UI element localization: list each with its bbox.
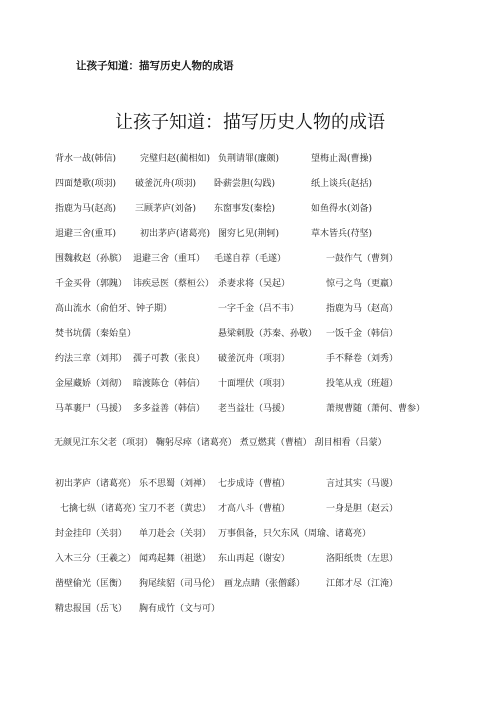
idiom-item: 讳疾忌医（蔡桓公） [133,279,215,289]
idiom-item: 纸上谈兵(赵括) [311,179,373,189]
idiom-item: 指鹿为马（赵高） [326,304,399,314]
idiom-item: 负荆请罪(廉颇) [218,154,280,164]
idiom-item: 背水一战(韩信) [55,154,117,164]
idiom-item: 悬梁刺股（苏秦、孙敬） [218,329,318,339]
idiom-item: 杀妻求将（吴起） [218,279,291,289]
idiom-item: 闻鸡起舞（祖逖） [139,554,212,564]
idiom-item: 金屋藏娇（刘彻） [55,379,128,389]
idiom-row [0,528,500,542]
idiom-item: 三顾茅庐(刘备) [135,204,197,214]
idiom-row [0,378,500,392]
idiom-item: 指鹿为马(赵高) [55,204,117,214]
idiom-item: 胸有成竹（文与可） [139,604,221,614]
idiom-item: 如鱼得水(刘备) [311,204,373,214]
idiom-item: 退避三舍（重耳） [133,254,206,264]
idiom-item: 老当益壮（马援） [218,404,291,414]
idiom-item: 才高八斗（曹植） [218,504,291,514]
idiom-item: 投笔从戎（班超） [326,379,399,389]
idiom-item: 初出茅庐（诸葛亮） [55,479,137,489]
idiom-item: 惊弓之鸟（更羸） [326,279,399,289]
idiom-item: 封金挂印（关羽） [55,529,128,539]
page-header: 让孩子知道：描写历史人物的成语 [76,60,234,72]
idiom-item: 暗渡陈仓（韩信） [133,379,206,389]
idiom-item: 多多益善（韩信） [133,404,206,414]
idiom-wrapped-line: 无颜见江东父老（项羽） 鞠躬尽瘁（诸葛亮） 煮豆燃萁（曹植） 刮目相看（吕蒙） [54,438,387,448]
page-title: 让孩子知道：描写历史人物的成语 [115,112,385,133]
idiom-row [0,178,500,192]
idiom-item: 草木皆兵(苻坚) [311,229,373,239]
idiom-item: 单刀赴会（关羽） [139,529,212,539]
idiom-item: 七步成诗（曹植） [218,479,291,489]
idiom-item: 图穷匕见(荆轲) [218,229,280,239]
idiom-item: 围魏救赵（孙膑） [55,254,128,264]
idiom-item: 初出茅庐(诸葛亮) [140,229,211,239]
idiom-item: 焚书坑儒（秦始皇） [55,329,137,339]
idiom-item: 破釜沉舟（项羽） [218,354,291,364]
idiom-item: 江郎才尽（江淹） [326,579,399,589]
idiom-item: 东山再起（谢安） [218,554,291,564]
idiom-item: 狗尾续貂（司马伦） [139,579,221,589]
idiom-item: 万事俱备，只欠东风（周瑜、诸葛亮） [218,529,372,539]
idiom-item: 宝刀不老（黄忠） [139,504,212,514]
idiom-item: 手不释卷（刘秀） [326,354,399,364]
idiom-row [0,353,500,367]
idiom-row [0,278,500,292]
idiom-item: 言过其实（马谡） [326,479,399,489]
idiom-row [0,228,500,242]
idiom-item: 凿壁偷光（匡衡） [55,579,128,589]
idiom-item: 洛阳纸贵（左思） [326,554,399,564]
idiom-row [0,153,500,167]
idiom-item: 毛遂自荐（毛遂） [214,254,287,264]
idiom-row [0,328,500,342]
idiom-item: 退避三舍(重耳) [55,229,117,239]
idiom-item: 乐不思蜀（刘禅） [139,479,212,489]
idiom-row [0,303,500,317]
idiom-item: 十面埋伏（项羽） [218,379,291,389]
idiom-item: 萧规曹随（萧何、曹参） [326,404,426,414]
idiom-item: 一饭千金（韩信） [326,329,399,339]
idiom-item: 孺子可教（张良） [133,354,206,364]
idiom-item: 一字千金（吕不韦） [218,304,300,314]
idiom-item: 千金买骨（郭隗） [55,279,128,289]
idiom-row [0,253,500,267]
idiom-item: 破釜沉舟(项羽) [135,179,197,189]
idiom-item: 七擒七纵（诸葛亮） [60,504,142,514]
idiom-item: 一鼓作气（曹刿） [326,254,399,264]
idiom-item: 完璧归赵(蔺相如) [140,154,211,164]
idiom-item: 高山流水（俞伯牙、钟子期） [55,304,173,314]
idiom-row [0,553,500,567]
idiom-item: 精忠报国（岳飞） [55,604,128,614]
idiom-row [0,603,500,617]
idiom-row [0,203,500,217]
idiom-row [0,403,500,417]
idiom-item: 约法三章（刘邦） [55,354,128,364]
idiom-row [0,503,500,517]
idiom-item: 东窗事发(秦桧) [214,204,276,214]
idiom-row [0,578,500,592]
idiom-item: 卧薪尝胆(勾践) [214,179,276,189]
idiom-item: 一身是胆（赵云） [326,504,399,514]
idiom-item: 马革裹尸（马援） [55,404,128,414]
idiom-row [0,478,500,492]
idiom-item: 望梅止渴(曹操) [311,154,373,164]
idiom-item: 画龙点睛（张僧繇） [224,579,306,589]
idiom-item: 入木三分（王羲之） [55,554,137,564]
idiom-item: 四面楚歌(项羽) [55,179,117,189]
